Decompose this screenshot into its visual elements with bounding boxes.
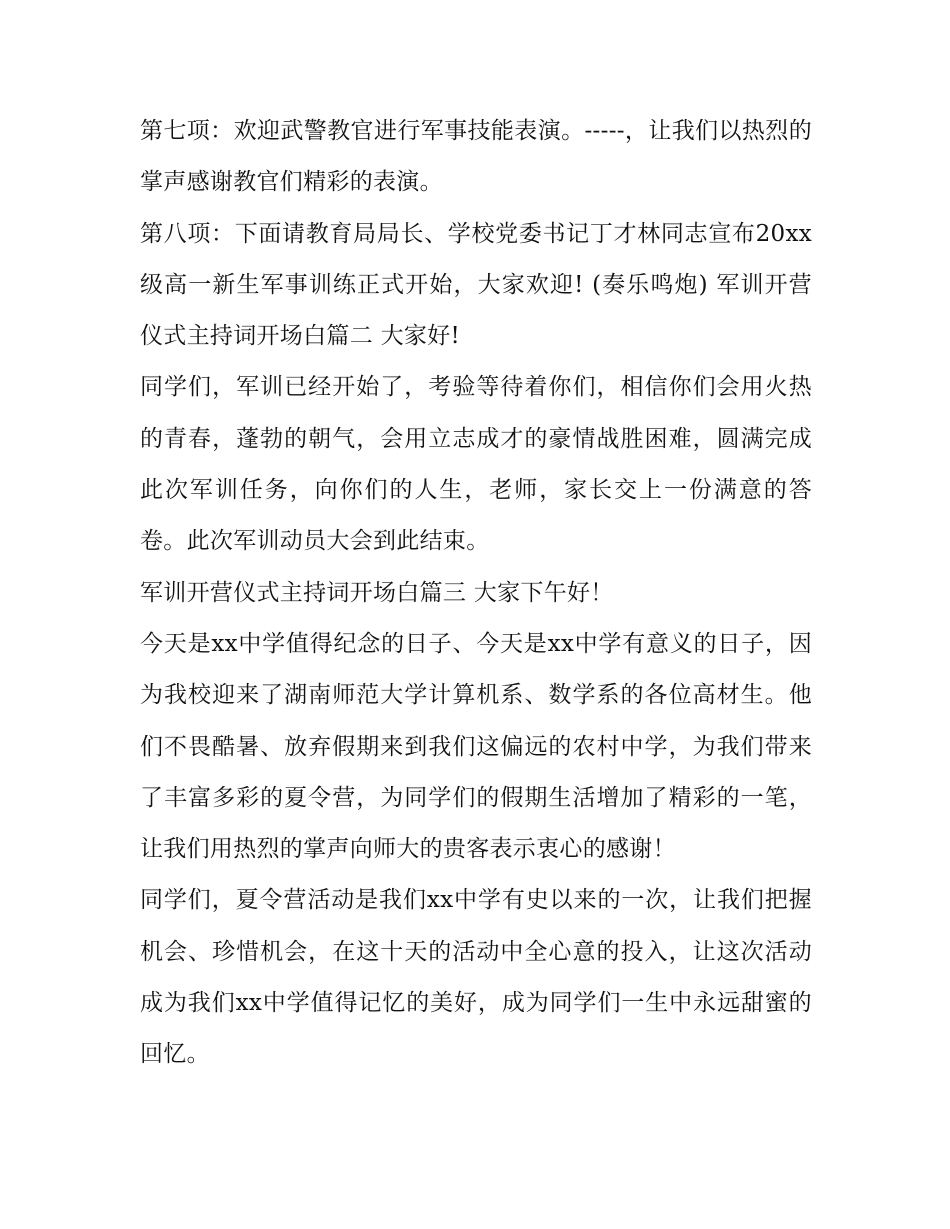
paragraph-students-army-training: 同学们，军训已经开始了，考验等待着你们，相信你们会用火热的青春，蓬勃的朝气，会用立志成才的豪情战胜困难，圆满完成此次军训任务，向你们的人生，老师，家长交上一份满意的答卷。此次军训动员大会到此结束。 [140, 374, 812, 555]
paragraph-item-8: 第八项：下面请教育局局长、学校党委书记丁才林同志宣布20xx级高一新生军事训练正式开始，大家欢迎! (奏乐鸣炮) 军训开营仪式主持词开场白篇二 大家好! [140, 220, 812, 350]
paragraph-section-three-heading: 军训开营仪式主持词开场白篇三 大家下午好！ [140, 579, 614, 606]
document-body [140, 106, 812, 1081]
paragraph-item-7: 第七项：欢迎武警教官进行军事技能表演。-----，让我们以热烈的掌声感谢教官们精彩的表演。 [140, 118, 812, 196]
paragraph-summer-camp-welcome: 今天是xx中学值得纪念的日子、今天是xx中学有意义的日子，因为我校迎来了湖南师范大学计算机系、数学系的各位高材生。他们不畏酷暑、放弃假期来到我们这偏远的农村中学，为我们带来了丰富多彩的夏令营，为同学们的假期生活增加了精彩的一笔，让我们用热烈的掌声向师大的贵客表示衷心的感谢！ [140, 630, 812, 863]
paragraph-summer-camp-closing: 同学们，夏令营活动是我们xx中学有史以来的一次，让我们把握机会、珍惜机会，在这十天的活动中全心意的投入，让这次活动成为我们xx中学值得记忆的美好，成为同学们一生中永远甜蜜的回忆。 [140, 887, 812, 1068]
